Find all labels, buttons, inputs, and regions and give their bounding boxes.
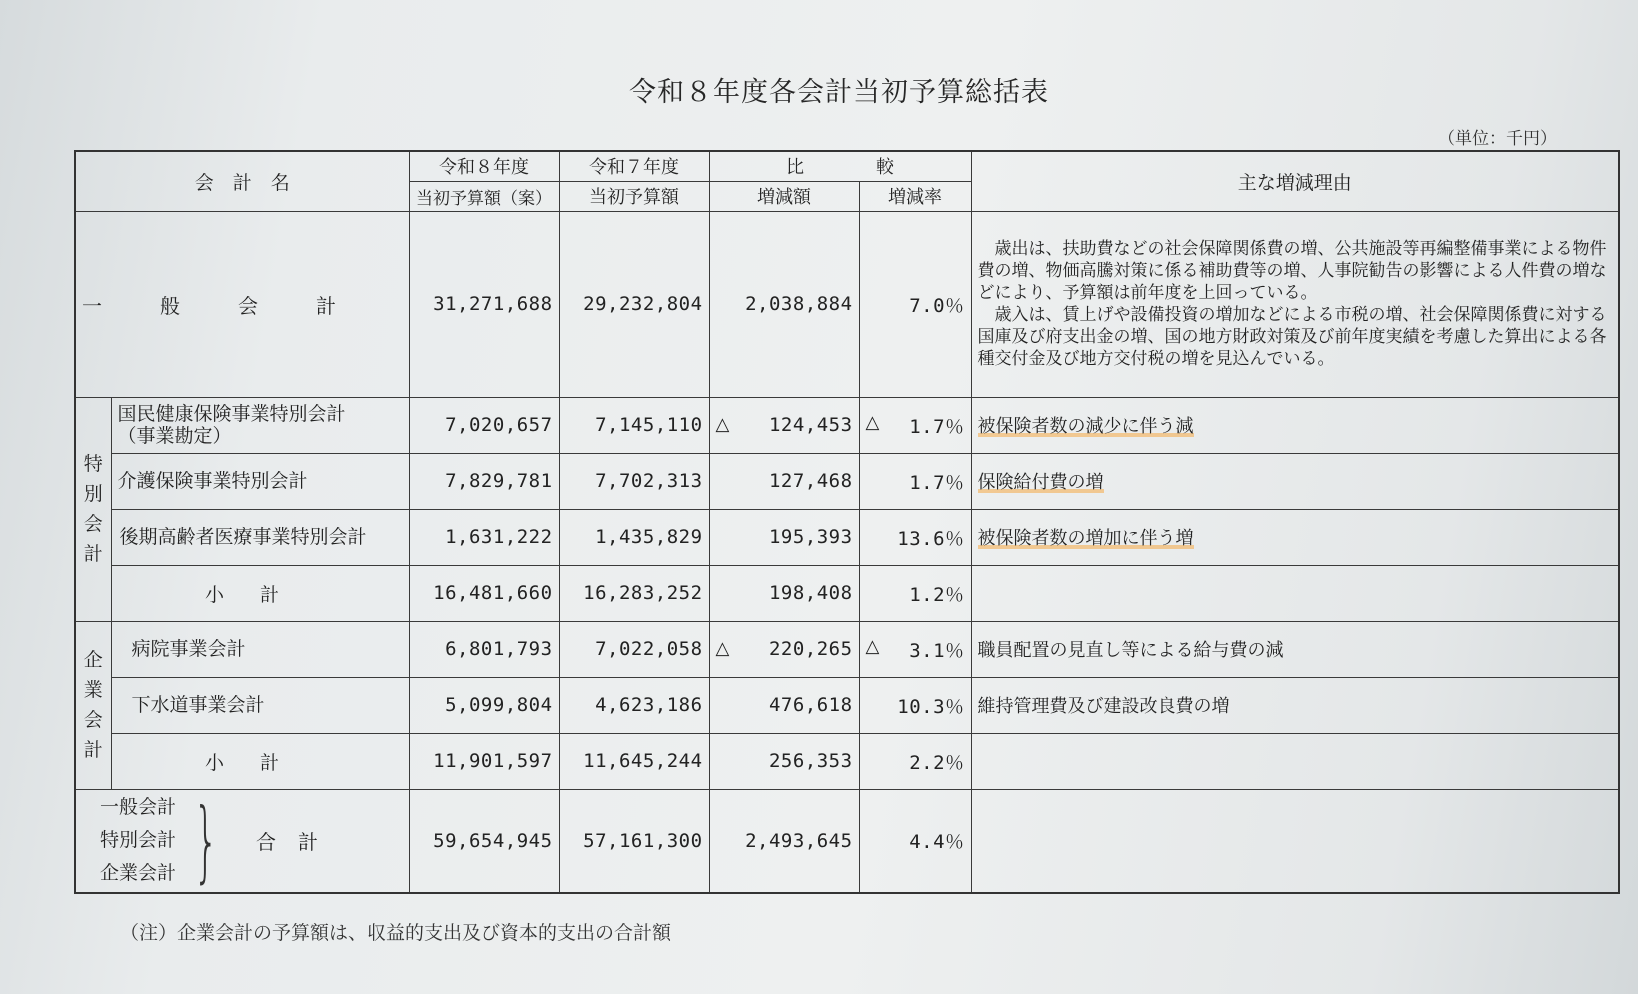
grand-total-row	[75, 789, 1619, 893]
header-rate: 増減率	[859, 181, 971, 211]
header-diff: 増減額	[709, 181, 859, 211]
enterprise-1-fy8: 6,801,793	[409, 621, 559, 677]
grand-total-diff: 2,493,645	[709, 789, 859, 893]
header-reason: 主な増減理由	[971, 151, 1619, 211]
enterprise-row-2	[75, 677, 1619, 733]
triangle-minus-sign: △	[865, 411, 880, 433]
enterprise-2-rate: 10.3％	[859, 677, 971, 733]
special-3-name: 後期高齢者医療事業特別会計	[111, 509, 409, 565]
special-3-fy7: 1,435,829	[559, 509, 709, 565]
special-subtotal-diff: 198,408	[709, 565, 859, 621]
special-2-name: 介護保険事業特別会計	[111, 453, 409, 509]
special-3-rate: 13.6％	[859, 509, 971, 565]
grand-total-reason	[971, 789, 1619, 893]
general-account-row	[75, 211, 1619, 397]
unit-label: （単位：千円）	[1438, 129, 1557, 149]
header-row-1	[75, 151, 1619, 181]
special-2-fy8: 7,829,781	[409, 453, 559, 509]
special-3-diff: 195,393	[709, 509, 859, 565]
special-subtotal-reason	[971, 565, 1619, 621]
general-fy8: 31,271,688	[409, 211, 559, 397]
enterprise-1-reason: 職員配置の見直し等による給与費の減	[971, 621, 1619, 677]
enterprise-2-fy7: 4,623,186	[559, 677, 709, 733]
grand-total-label	[75, 789, 409, 893]
enterprise-subtotal-fy8: 11,901,597	[409, 733, 559, 789]
grand-total-fy7: 57,161,300	[559, 789, 709, 893]
enterprise-1-rate: △ 3.1％	[859, 621, 971, 677]
special-1-reason: 被保険者数の減少に伴う減	[971, 397, 1619, 453]
special-2-rate: 1.7％	[859, 453, 971, 509]
enterprise-1-fy7: 7,022,058	[559, 621, 709, 677]
enterprise-2-name: 下水道事業会計	[111, 677, 409, 733]
special-subtotal-label: 小計	[111, 565, 409, 621]
general-reason-revenue: 歳入は、賃上げや設備投資の増加などによる市税の増、社会保障関係費に対する国庫及び府支出金の増、国の地方財政対策及び前年度実績を考慮した算出による各種交付金及び地方交付税の増を見込んでいる。	[977, 305, 1607, 369]
enterprise-2-diff: 476,618	[709, 677, 859, 733]
budget-summary-table	[74, 150, 1620, 894]
special-2-reason: 保険給付費の増	[971, 453, 1619, 509]
triangle-minus-sign: △	[715, 638, 730, 659]
enterprise-subtotal-rate: 2.2％	[859, 733, 971, 789]
triangle-minus-sign: △	[865, 635, 880, 657]
enterprise-row-1	[75, 621, 1619, 677]
special-2-fy7: 7,702,313	[559, 453, 709, 509]
special-1-fy8: 7,020,657	[409, 397, 559, 453]
header-compare: 比 較	[709, 151, 971, 181]
footnote: （注）企業会計の予算額は、収益的支出及び資本的支出の合計額	[120, 922, 672, 944]
special-group-label: 特 別 会 計	[75, 397, 111, 621]
special-2-diff: 127,468	[709, 453, 859, 509]
special-1-name: 国民健康保険事業特別会計 （事業勘定）	[111, 397, 409, 453]
enterprise-group-label: 企 業 会 計	[75, 621, 111, 789]
special-1-fy7: 7,145,110	[559, 397, 709, 453]
general-diff: 2,038,884	[709, 211, 859, 397]
enterprise-subtotal-diff: 256,353	[709, 733, 859, 789]
header-fy8-line2: 当初予算額（案）	[409, 181, 559, 211]
enterprise-2-fy8: 5,099,804	[409, 677, 559, 733]
right-brace-icon: }	[193, 789, 219, 892]
enterprise-subtotal-label: 小計	[111, 733, 409, 789]
triangle-minus-sign: △	[715, 414, 730, 435]
grand-total-rate: 4.4％	[859, 789, 971, 893]
enterprise-subtotal-reason	[971, 733, 1619, 789]
special-row-3	[75, 509, 1619, 565]
header-account-name: 会 計 名	[75, 151, 409, 211]
special-3-fy8: 1,631,222	[409, 509, 559, 565]
enterprise-subtotal-fy7: 11,645,244	[559, 733, 709, 789]
enterprise-1-diff: △ 220,265	[709, 621, 859, 677]
special-subtotal-row	[75, 565, 1619, 621]
grand-total-text: 合計	[256, 830, 341, 855]
special-1-diff: △ 124,453	[709, 397, 859, 453]
enterprise-2-reason: 維持管理費及び建設改良費の増	[971, 677, 1619, 733]
special-1-rate: △ 1.7％	[859, 397, 971, 453]
enterprise-subtotal-row	[75, 733, 1619, 789]
grand-total-fy8: 59,654,945	[409, 789, 559, 893]
grand-total-items: 一般会計 特別会計 企業会計	[100, 796, 177, 885]
special-3-reason: 被保険者数の増加に伴う増	[971, 509, 1619, 565]
special-row-1	[75, 397, 1619, 453]
special-subtotal-fy7: 16,283,252	[559, 565, 709, 621]
header-fy8-line1: 令和８年度	[409, 151, 559, 181]
general-account-name: 一般会計	[75, 211, 409, 397]
special-subtotal-fy8: 16,481,660	[409, 565, 559, 621]
general-reason	[971, 211, 1619, 397]
general-rate: 7.0％	[859, 211, 971, 397]
document-title: 令和８年度各会計当初予算総括表	[629, 77, 1049, 108]
enterprise-1-name: 病院事業会計	[111, 621, 409, 677]
general-reason-expenditure: 歳出は、扶助費などの社会保障関係費の増、公共施設等再編整備事業による物件費の増、物価高騰対策に係る補助費等の増、人事院勧告の影響による人件費の増などにより、予算額は前年度を上回っている。	[977, 239, 1607, 303]
header-fy7-line2: 当初予算額	[559, 181, 709, 211]
general-fy7: 29,232,804	[559, 211, 709, 397]
special-row-2	[75, 453, 1619, 509]
header-fy7-line1: 令和７年度	[559, 151, 709, 181]
special-subtotal-rate: 1.2％	[859, 565, 971, 621]
